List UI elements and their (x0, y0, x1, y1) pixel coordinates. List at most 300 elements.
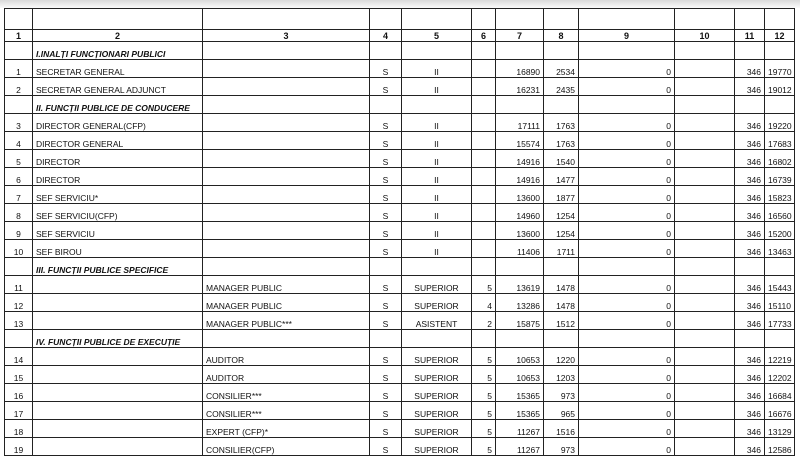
base-salary-cell: 15875 (496, 312, 544, 330)
section-empty-cell (370, 258, 402, 276)
column-number-5: 5 (402, 30, 472, 42)
bonus-cell: 0 (579, 78, 675, 96)
function-name-cell: SECRETAR GENERAL ADJUNCT (33, 78, 203, 96)
table-row (5, 348, 795, 366)
grade-cell: SUPERIOR (402, 366, 472, 384)
specific-function-cell: MANAGER PUBLIC (203, 294, 370, 312)
studies-level-cell: S (370, 384, 402, 402)
function-name-cell: SECRETAR GENERAL (33, 60, 203, 78)
bonus-cell: 0 (579, 366, 675, 384)
specific-function-cell (203, 78, 370, 96)
column-10-cell (675, 60, 735, 78)
bonus-cell: 0 (579, 132, 675, 150)
specific-function-cell: MANAGER PUBLIC (203, 276, 370, 294)
seniority-increase-cell: 1540 (544, 150, 579, 168)
step-cell (472, 222, 496, 240)
studies-level-cell: S (370, 222, 402, 240)
step-cell: 5 (472, 384, 496, 402)
grade-cell: II (402, 150, 472, 168)
section-empty-cell (544, 330, 579, 348)
row-number-cell: 14 (5, 348, 33, 366)
column-10-cell (675, 312, 735, 330)
section-empty-cell (735, 42, 765, 60)
step-cell: 5 (472, 402, 496, 420)
base-salary-cell: 10653 (496, 366, 544, 384)
bonus-cell: 0 (579, 420, 675, 438)
seniority-increase-cell: 1477 (544, 168, 579, 186)
seniority-increase-cell: 1763 (544, 114, 579, 132)
specific-function-cell: EXPERT (CFP)* (203, 420, 370, 438)
section-empty-cell (765, 42, 795, 60)
grade-cell: II (402, 60, 472, 78)
column-number-7: 7 (496, 30, 544, 42)
table-row (5, 60, 795, 78)
column-number-12: 12 (765, 30, 795, 42)
section-empty-cell (675, 258, 735, 276)
step-cell (472, 78, 496, 96)
studies-level-cell: S (370, 402, 402, 420)
section-empty-cell (765, 330, 795, 348)
table-row (5, 204, 795, 222)
column-11-cell: 346 (735, 204, 765, 222)
column-11-cell: 346 (735, 168, 765, 186)
grade-cell: ASISTENT (402, 312, 472, 330)
function-name-cell (33, 366, 203, 384)
section-title: II. FUNCȚII PUBLICE DE CONDUCERE (33, 96, 203, 114)
table-body (5, 9, 795, 456)
step-cell: 5 (472, 438, 496, 456)
bonus-cell: 0 (579, 204, 675, 222)
table-row (5, 78, 795, 96)
function-name-cell (33, 312, 203, 330)
grade-cell: II (402, 240, 472, 258)
specific-function-cell: MANAGER PUBLIC*** (203, 312, 370, 330)
column-11-cell: 346 (735, 114, 765, 132)
section-empty-cell (496, 96, 544, 114)
row-number-cell: 15 (5, 366, 33, 384)
section-empty-cell (203, 330, 370, 348)
section-empty-cell (203, 258, 370, 276)
section-empty-cell (496, 42, 544, 60)
base-salary-cell: 11406 (496, 240, 544, 258)
row-number-cell: 9 (5, 222, 33, 240)
base-salary-cell: 16231 (496, 78, 544, 96)
grade-cell: II (402, 78, 472, 96)
section-empty-cell (675, 42, 735, 60)
grade-cell: SUPERIOR (402, 384, 472, 402)
grade-cell: II (402, 222, 472, 240)
seniority-increase-cell: 1516 (544, 420, 579, 438)
grade-cell: SUPERIOR (402, 348, 472, 366)
section-header-row (5, 258, 795, 276)
step-cell (472, 132, 496, 150)
seniority-increase-cell: 1478 (544, 276, 579, 294)
bonus-cell: 0 (579, 240, 675, 258)
table-row (5, 114, 795, 132)
step-cell: 5 (472, 348, 496, 366)
column-11-cell: 346 (735, 402, 765, 420)
row-number-cell: 10 (5, 240, 33, 258)
row-number-cell: 12 (5, 294, 33, 312)
row-number-cell: 11 (5, 276, 33, 294)
function-name-cell: DIRECTOR GENERAL (33, 132, 203, 150)
step-cell (472, 186, 496, 204)
studies-level-cell: S (370, 186, 402, 204)
column-number-2: 2 (33, 30, 203, 42)
section-empty-cell (472, 42, 496, 60)
seniority-increase-cell: 1254 (544, 222, 579, 240)
studies-level-cell: S (370, 150, 402, 168)
section-empty-cell (675, 96, 735, 114)
section-empty-cell (579, 258, 675, 276)
section-empty-cell (496, 258, 544, 276)
specific-function-cell: CONSILIER*** (203, 384, 370, 402)
step-cell (472, 60, 496, 78)
section-empty-cell (579, 330, 675, 348)
total-salary-cell: 12586 (765, 438, 795, 456)
section-empty-cell (735, 330, 765, 348)
salary-table (4, 8, 795, 456)
step-cell (472, 168, 496, 186)
bonus-cell: 0 (579, 384, 675, 402)
section-empty-cell (579, 96, 675, 114)
section-title: IV. FUNCȚII PUBLICE DE EXECUȚIE (33, 330, 203, 348)
total-salary-cell: 13129 (765, 420, 795, 438)
column-10-cell (675, 384, 735, 402)
grade-cell: SUPERIOR (402, 438, 472, 456)
column-10-cell (675, 348, 735, 366)
row-number-cell: 3 (5, 114, 33, 132)
base-salary-cell: 14916 (496, 150, 544, 168)
column-10-cell (675, 78, 735, 96)
studies-level-cell: S (370, 240, 402, 258)
bonus-cell: 0 (579, 222, 675, 240)
column-number-9: 9 (579, 30, 675, 42)
seniority-increase-cell: 2534 (544, 60, 579, 78)
column-11-cell: 346 (735, 348, 765, 366)
specific-function-cell (203, 60, 370, 78)
column-10-cell (675, 366, 735, 384)
function-name-cell: SEF SERVICIU(CFP) (33, 204, 203, 222)
bonus-cell: 0 (579, 348, 675, 366)
bonus-cell: 0 (579, 276, 675, 294)
step-cell: 5 (472, 276, 496, 294)
seniority-increase-cell: 1478 (544, 294, 579, 312)
row-number-cell: 7 (5, 186, 33, 204)
section-empty-cell (472, 330, 496, 348)
column-11-cell: 346 (735, 312, 765, 330)
function-name-cell: SEF SERVICIU (33, 222, 203, 240)
studies-level-cell: S (370, 420, 402, 438)
base-salary-cell: 14960 (496, 204, 544, 222)
specific-function-cell: AUDITOR (203, 366, 370, 384)
specific-function-cell (203, 114, 370, 132)
column-number-10: 10 (675, 30, 735, 42)
seniority-increase-cell: 1254 (544, 204, 579, 222)
section-empty-cell (675, 330, 735, 348)
column-10-cell (675, 168, 735, 186)
base-salary-cell: 16890 (496, 60, 544, 78)
row-number-cell: 2 (5, 78, 33, 96)
section-title: I.INALȚI FUNCȚIONARI PUBLICI (33, 42, 203, 60)
row-number-cell: 13 (5, 312, 33, 330)
studies-level-cell: S (370, 348, 402, 366)
table-top-row (5, 9, 795, 30)
column-10-cell (675, 240, 735, 258)
column-11-cell: 346 (735, 60, 765, 78)
seniority-increase-cell: 965 (544, 402, 579, 420)
specific-function-cell (203, 168, 370, 186)
section-empty-cell (5, 96, 33, 114)
total-salary-cell: 17683 (765, 132, 795, 150)
specific-function-cell (203, 150, 370, 168)
grade-cell: II (402, 186, 472, 204)
function-name-cell (33, 276, 203, 294)
studies-level-cell: S (370, 60, 402, 78)
column-11-cell: 346 (735, 438, 765, 456)
bonus-cell: 0 (579, 150, 675, 168)
specific-function-cell (203, 222, 370, 240)
total-salary-cell: 12219 (765, 348, 795, 366)
column-number-4: 4 (370, 30, 402, 42)
base-salary-cell: 13600 (496, 222, 544, 240)
section-empty-cell (5, 330, 33, 348)
row-number-cell: 5 (5, 150, 33, 168)
grade-cell: II (402, 168, 472, 186)
bonus-cell: 0 (579, 312, 675, 330)
table-row (5, 366, 795, 384)
bonus-cell: 0 (579, 168, 675, 186)
bonus-cell: 0 (579, 60, 675, 78)
base-salary-cell: 11267 (496, 420, 544, 438)
section-empty-cell (203, 42, 370, 60)
table-row (5, 168, 795, 186)
base-salary-cell: 13600 (496, 186, 544, 204)
section-empty-cell (203, 96, 370, 114)
section-empty-cell (735, 258, 765, 276)
column-11-cell: 346 (735, 78, 765, 96)
seniority-increase-cell: 973 (544, 384, 579, 402)
step-cell (472, 150, 496, 168)
specific-function-cell: AUDITOR (203, 348, 370, 366)
row-number-cell: 19 (5, 438, 33, 456)
seniority-increase-cell: 1711 (544, 240, 579, 258)
column-number-3: 3 (203, 30, 370, 42)
row-number-cell: 18 (5, 420, 33, 438)
grade-cell: II (402, 204, 472, 222)
base-salary-cell: 13619 (496, 276, 544, 294)
column-10-cell (675, 420, 735, 438)
total-salary-cell: 15200 (765, 222, 795, 240)
specific-function-cell (203, 132, 370, 150)
section-empty-cell (5, 258, 33, 276)
function-name-cell (33, 294, 203, 312)
function-name-cell: DIRECTOR (33, 150, 203, 168)
column-11-cell: 346 (735, 276, 765, 294)
column-10-cell (675, 276, 735, 294)
table-row (5, 384, 795, 402)
section-header-row (5, 96, 795, 114)
function-name-cell (33, 420, 203, 438)
base-salary-cell: 17111 (496, 114, 544, 132)
column-11-cell: 346 (735, 150, 765, 168)
bonus-cell: 0 (579, 294, 675, 312)
grade-cell: II (402, 132, 472, 150)
total-salary-cell: 17733 (765, 312, 795, 330)
column-number-row (5, 30, 795, 42)
total-salary-cell: 16560 (765, 204, 795, 222)
grade-cell: SUPERIOR (402, 294, 472, 312)
seniority-increase-cell: 1220 (544, 348, 579, 366)
total-salary-cell: 15443 (765, 276, 795, 294)
table-row (5, 150, 795, 168)
step-cell: 2 (472, 312, 496, 330)
section-empty-cell (765, 96, 795, 114)
row-number-cell: 4 (5, 132, 33, 150)
column-11-cell: 346 (735, 294, 765, 312)
studies-level-cell: S (370, 438, 402, 456)
studies-level-cell: S (370, 204, 402, 222)
base-salary-cell: 15365 (496, 402, 544, 420)
scan-edge (0, 0, 800, 8)
section-empty-cell (579, 42, 675, 60)
studies-level-cell: S (370, 114, 402, 132)
base-salary-cell: 15574 (496, 132, 544, 150)
grade-cell: II (402, 114, 472, 132)
section-empty-cell (472, 96, 496, 114)
table-row (5, 420, 795, 438)
specific-function-cell: CONSILIER*** (203, 402, 370, 420)
seniority-increase-cell: 2435 (544, 78, 579, 96)
step-cell (472, 114, 496, 132)
column-10-cell (675, 132, 735, 150)
base-salary-cell: 10653 (496, 348, 544, 366)
seniority-increase-cell: 1203 (544, 366, 579, 384)
step-cell (472, 204, 496, 222)
section-empty-cell (472, 258, 496, 276)
column-10-cell (675, 222, 735, 240)
step-cell: 5 (472, 420, 496, 438)
total-salary-cell: 19770 (765, 60, 795, 78)
column-11-cell: 346 (735, 132, 765, 150)
total-salary-cell: 15110 (765, 294, 795, 312)
section-header-row (5, 330, 795, 348)
column-11-cell: 346 (735, 222, 765, 240)
studies-level-cell: S (370, 294, 402, 312)
section-empty-cell (402, 42, 472, 60)
column-10-cell (675, 294, 735, 312)
seniority-increase-cell: 1877 (544, 186, 579, 204)
total-salary-cell: 16739 (765, 168, 795, 186)
section-empty-cell (402, 96, 472, 114)
total-salary-cell: 19012 (765, 78, 795, 96)
total-salary-cell: 13463 (765, 240, 795, 258)
specific-function-cell: CONSILIER(CFP) (203, 438, 370, 456)
function-name-cell: DIRECTOR (33, 168, 203, 186)
base-salary-cell: 15365 (496, 384, 544, 402)
section-header-row (5, 42, 795, 60)
studies-level-cell: S (370, 78, 402, 96)
table-row (5, 186, 795, 204)
bonus-cell: 0 (579, 114, 675, 132)
seniority-increase-cell: 973 (544, 438, 579, 456)
section-title: III. FUNCȚII PUBLICE SPECIFICE (33, 258, 203, 276)
table-row (5, 276, 795, 294)
table-row (5, 402, 795, 420)
column-11-cell: 346 (735, 186, 765, 204)
seniority-increase-cell: 1512 (544, 312, 579, 330)
studies-level-cell: S (370, 168, 402, 186)
grade-cell: SUPERIOR (402, 276, 472, 294)
total-salary-cell: 16676 (765, 402, 795, 420)
column-number-8: 8 (544, 30, 579, 42)
column-number-1: 1 (5, 30, 33, 42)
column-11-cell: 346 (735, 384, 765, 402)
function-name-cell (33, 348, 203, 366)
seniority-increase-cell: 1763 (544, 132, 579, 150)
section-empty-cell (370, 330, 402, 348)
row-number-cell: 8 (5, 204, 33, 222)
bonus-cell: 0 (579, 438, 675, 456)
row-number-cell: 17 (5, 402, 33, 420)
studies-level-cell: S (370, 276, 402, 294)
row-number-cell: 1 (5, 60, 33, 78)
total-salary-cell: 16684 (765, 384, 795, 402)
studies-level-cell: S (370, 312, 402, 330)
step-cell: 4 (472, 294, 496, 312)
column-10-cell (675, 114, 735, 132)
studies-level-cell: S (370, 132, 402, 150)
specific-function-cell (203, 204, 370, 222)
base-salary-cell: 14916 (496, 168, 544, 186)
column-number-11: 11 (735, 30, 765, 42)
table-row (5, 294, 795, 312)
section-empty-cell (496, 330, 544, 348)
section-empty-cell (370, 42, 402, 60)
row-number-cell: 6 (5, 168, 33, 186)
column-11-cell: 346 (735, 420, 765, 438)
table-row (5, 438, 795, 456)
grade-cell: SUPERIOR (402, 402, 472, 420)
specific-function-cell (203, 240, 370, 258)
section-empty-cell (765, 258, 795, 276)
section-empty-cell (544, 42, 579, 60)
total-salary-cell: 16802 (765, 150, 795, 168)
base-salary-cell: 11267 (496, 438, 544, 456)
base-salary-cell: 13286 (496, 294, 544, 312)
section-empty-cell (735, 96, 765, 114)
studies-level-cell: S (370, 366, 402, 384)
function-name-cell (33, 438, 203, 456)
function-name-cell: SEF BIROU (33, 240, 203, 258)
column-10-cell (675, 402, 735, 420)
row-number-cell: 16 (5, 384, 33, 402)
total-salary-cell: 12202 (765, 366, 795, 384)
table-row (5, 240, 795, 258)
bonus-cell: 0 (579, 186, 675, 204)
function-name-cell: DIRECTOR GENERAL(CFP) (33, 114, 203, 132)
total-salary-cell: 15823 (765, 186, 795, 204)
section-empty-cell (544, 258, 579, 276)
function-name-cell (33, 384, 203, 402)
column-11-cell: 346 (735, 240, 765, 258)
total-salary-cell: 19220 (765, 114, 795, 132)
column-10-cell (675, 150, 735, 168)
grade-cell: SUPERIOR (402, 420, 472, 438)
section-empty-cell (544, 96, 579, 114)
column-10-cell (675, 438, 735, 456)
section-empty-cell (5, 42, 33, 60)
